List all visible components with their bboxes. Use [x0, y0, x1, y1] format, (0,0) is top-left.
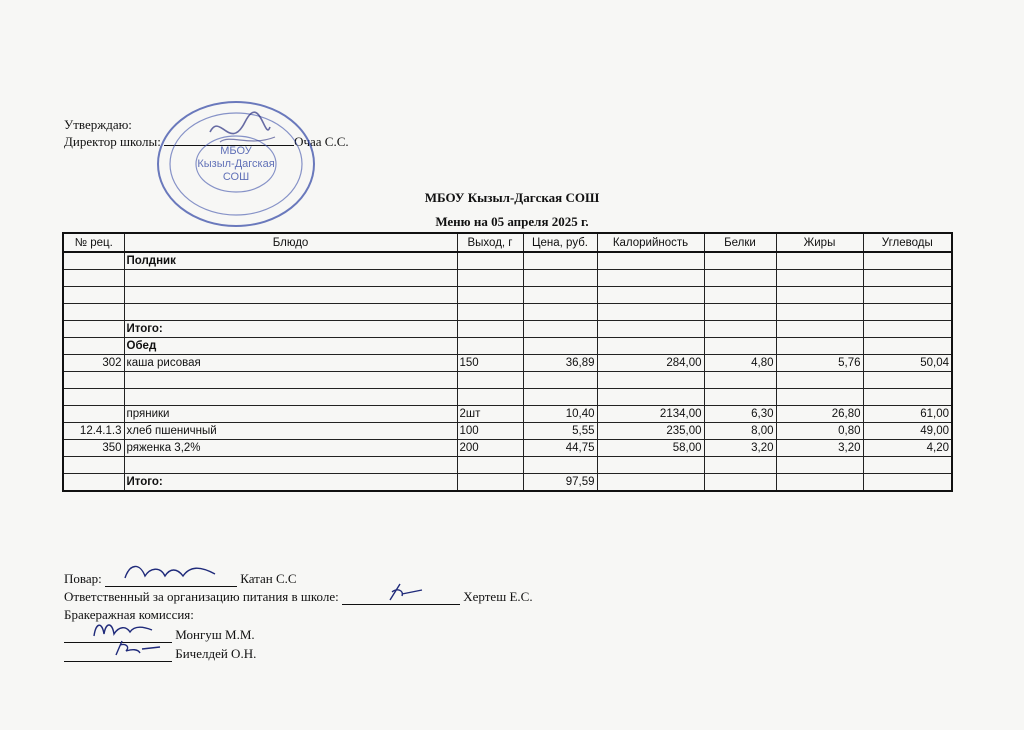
cell-recipe-no [63, 389, 124, 406]
cell-dish [124, 304, 457, 321]
cell-fats: 0,80 [776, 423, 863, 440]
table-row [63, 270, 952, 287]
cell-yield [457, 321, 523, 338]
table-row [63, 338, 952, 355]
cell-fats [776, 287, 863, 304]
cell-recipe-no [63, 457, 124, 474]
col-header-fats: Жиры [776, 233, 863, 252]
cook-signature-line [105, 572, 237, 587]
menu-table-body [63, 252, 952, 491]
cell-calories [597, 457, 704, 474]
cell-yield: 2шт [457, 406, 523, 423]
table-row [63, 423, 952, 440]
cell-dish [124, 457, 457, 474]
cell-dish: хлеб пшеничный [124, 423, 457, 440]
cell-price [523, 287, 597, 304]
commission-label: Бракеражная комиссия: [64, 607, 194, 622]
cell-proteins [704, 252, 776, 270]
cell-fats [776, 372, 863, 389]
director-name: Очаа С.С. [294, 134, 349, 149]
cell-calories [597, 252, 704, 270]
col-header-recipe-no: № рец. [63, 233, 124, 252]
cell-calories [597, 321, 704, 338]
cell-yield: 150 [457, 355, 523, 372]
col-header-carbs: Углеводы [863, 233, 952, 252]
cell-calories [597, 474, 704, 492]
cell-recipe-no [63, 287, 124, 304]
cell-dish [124, 270, 457, 287]
cell-dish [124, 287, 457, 304]
school-title: МБОУ Кызыл-Дагская СОШ [424, 190, 600, 205]
cell-fats [776, 457, 863, 474]
cell-proteins [704, 389, 776, 406]
cell-price [523, 304, 597, 321]
cook-label: Повар: [64, 571, 102, 586]
table-row [63, 355, 952, 372]
cell-calories: 284,00 [597, 355, 704, 372]
cell-carbs [863, 372, 952, 389]
cell-calories: 2134,00 [597, 406, 704, 423]
responsible-label: Ответственный за организацию питания в школе: [64, 589, 339, 604]
cell-proteins [704, 338, 776, 355]
cell-proteins [704, 321, 776, 338]
cell-price [523, 338, 597, 355]
table-row [63, 304, 952, 321]
cell-carbs [863, 457, 952, 474]
cell-yield [457, 270, 523, 287]
cell-carbs [863, 304, 952, 321]
cell-yield [457, 287, 523, 304]
member2-name: Бичелдей О.Н. [175, 646, 257, 661]
cook-name: Катан С.С [240, 571, 297, 586]
member2-signature-line [64, 647, 172, 662]
cell-dish: ряженка 3,2% [124, 440, 457, 457]
menu-table [62, 232, 953, 492]
cell-carbs: 50,04 [863, 355, 952, 372]
cell-fats [776, 304, 863, 321]
cell-recipe-no: 12.4.1.3 [63, 423, 124, 440]
cell-proteins [704, 287, 776, 304]
table-header-row [63, 233, 952, 252]
cell-calories [597, 287, 704, 304]
responsible-signature-icon [342, 576, 460, 606]
cell-yield [457, 457, 523, 474]
cell-yield [457, 389, 523, 406]
table-row [63, 287, 952, 304]
cell-calories [597, 270, 704, 287]
cell-yield [457, 372, 523, 389]
table-row [63, 474, 952, 492]
cell-fats: 3,20 [776, 440, 863, 457]
cell-dish: Обед [124, 338, 457, 355]
cell-fats [776, 252, 863, 270]
cell-carbs [863, 252, 952, 270]
cell-fats [776, 338, 863, 355]
cell-recipe-no: 350 [63, 440, 124, 457]
cell-carbs [863, 321, 952, 338]
cell-recipe-no [63, 474, 124, 492]
cook-signature-icon [105, 558, 235, 588]
cell-dish [124, 389, 457, 406]
cell-yield [457, 338, 523, 355]
cell-carbs [863, 287, 952, 304]
school-stamp-seal [150, 92, 325, 232]
cell-carbs [863, 270, 952, 287]
cell-proteins [704, 474, 776, 492]
cell-carbs [863, 338, 952, 355]
table-row [63, 389, 952, 406]
cell-dish: каша рисовая [124, 355, 457, 372]
responsible-line [64, 588, 533, 605]
cell-price: 36,89 [523, 355, 597, 372]
cell-carbs [863, 474, 952, 492]
member1-name: Монгуш М.М. [175, 627, 255, 642]
cell-proteins: 8,00 [704, 423, 776, 440]
cell-price [523, 252, 597, 270]
cell-price [523, 270, 597, 287]
table-row [63, 457, 952, 474]
cell-fats [776, 474, 863, 492]
cell-proteins [704, 457, 776, 474]
col-header-calories: Калорийность [597, 233, 704, 252]
cell-recipe-no [63, 406, 124, 423]
cell-proteins [704, 372, 776, 389]
cell-recipe-no [63, 338, 124, 355]
table-row [63, 406, 952, 423]
responsible-signature-line [342, 590, 460, 605]
cell-yield: 200 [457, 440, 523, 457]
cell-calories: 58,00 [597, 440, 704, 457]
cell-fats [776, 270, 863, 287]
table-row [63, 440, 952, 457]
cell-yield [457, 252, 523, 270]
table-row [63, 252, 952, 270]
cell-fats [776, 389, 863, 406]
cell-calories: 235,00 [597, 423, 704, 440]
responsible-name: Хертеш Е.С. [463, 589, 533, 604]
cell-fats: 5,76 [776, 355, 863, 372]
cell-fats [776, 321, 863, 338]
director-label: Директор школы: [64, 134, 161, 149]
cell-dish [124, 372, 457, 389]
cell-calories [597, 304, 704, 321]
cell-proteins [704, 304, 776, 321]
cell-price [523, 389, 597, 406]
col-header-dish: Блюдо [124, 233, 457, 252]
cell-carbs: 61,00 [863, 406, 952, 423]
cell-price [523, 321, 597, 338]
stamp-center-line1: МБОУ [220, 145, 252, 157]
cell-price [523, 457, 597, 474]
cell-recipe-no [63, 252, 124, 270]
cell-price: 10,40 [523, 406, 597, 423]
cell-proteins: 4,80 [704, 355, 776, 372]
cell-yield: 100 [457, 423, 523, 440]
cell-proteins [704, 270, 776, 287]
table-row [63, 372, 952, 389]
cell-recipe-no [63, 270, 124, 287]
approval-label: Утверждаю: [64, 117, 132, 132]
cell-recipe-no [63, 372, 124, 389]
cell-dish: Полдник [124, 252, 457, 270]
cook-line [64, 570, 297, 587]
cell-dish: пряники [124, 406, 457, 423]
col-header-proteins: Белки [704, 233, 776, 252]
cell-recipe-no [63, 304, 124, 321]
cell-carbs [863, 389, 952, 406]
col-header-yield: Выход, г [457, 233, 523, 252]
cell-calories [597, 389, 704, 406]
cell-price: 5,55 [523, 423, 597, 440]
cell-proteins: 3,20 [704, 440, 776, 457]
cell-dish: Итого: [124, 474, 457, 492]
cell-carbs: 4,20 [863, 440, 952, 457]
cell-recipe-no [63, 321, 124, 338]
table-row [63, 321, 952, 338]
cell-price: 44,75 [523, 440, 597, 457]
member2-signature-icon [64, 633, 172, 663]
cell-proteins: 6,30 [704, 406, 776, 423]
cell-dish: Итого: [124, 321, 457, 338]
stamp-center-line3: СОШ [222, 171, 250, 183]
cell-calories [597, 372, 704, 389]
cell-calories [597, 338, 704, 355]
member2-line [64, 645, 256, 662]
cell-yield [457, 304, 523, 321]
cell-price [523, 372, 597, 389]
col-header-price: Цена, руб. [523, 233, 597, 252]
cell-yield [457, 474, 523, 492]
stamp-center-line2: Кызыл-Дагская [197, 158, 275, 170]
cell-recipe-no: 302 [63, 355, 124, 372]
cell-fats: 26,80 [776, 406, 863, 423]
cell-price: 97,59 [523, 474, 597, 492]
menu-title: Меню на 05 апреля 2025 г. [435, 214, 589, 229]
cell-carbs: 49,00 [863, 423, 952, 440]
